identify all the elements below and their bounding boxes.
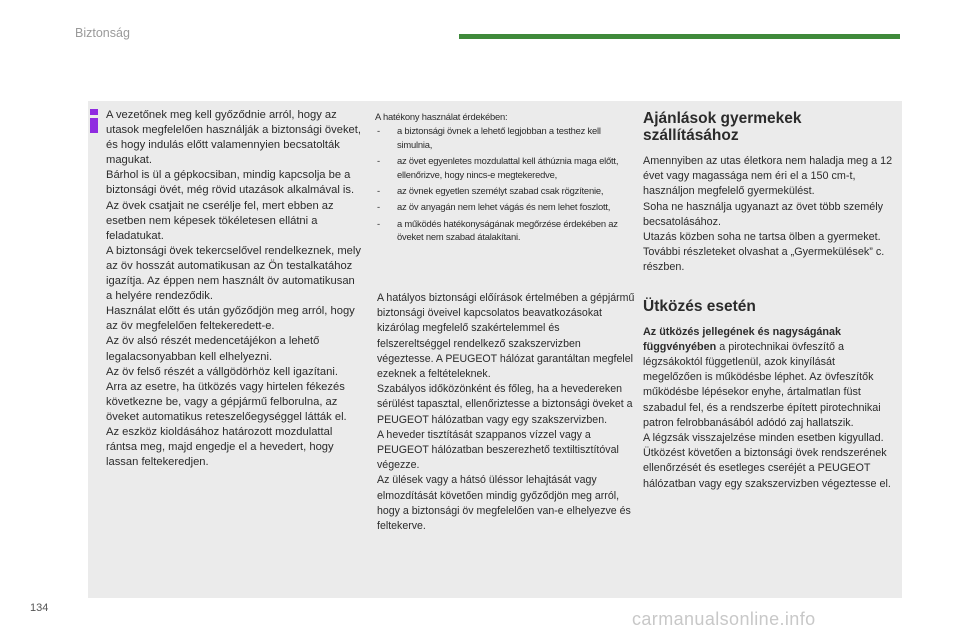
dash-list [375, 124, 633, 243]
info-icon [88, 109, 100, 133]
bold-lead: Az ütközés jellegének és nagyságának függvényében [643, 325, 842, 353]
paragraph: Ütközést követően a biztonsági övek rendszerének ellenőrzését és esetleges cseréjét a PEUGEOT hálózatban vagy egy szakszervizben végeztesse el. [643, 447, 891, 490]
section-title: Biztonság [75, 26, 130, 40]
info-icon-stem [90, 118, 98, 133]
heading-collision: Ütközés esetén [643, 297, 756, 315]
children-and-collision-text [643, 110, 895, 492]
list-item: - az öv anyagán nem lehet vágás és nem lehet foszlott, [375, 200, 633, 213]
paragraph: További részleteket olvashat a „Gyermekülések” c. részben. [643, 246, 885, 274]
collision-section [643, 325, 895, 492]
seatbelt-usage-text [106, 108, 362, 470]
effective-use-list [375, 110, 633, 247]
paragraph-rest: a pirotechnikai övfeszítő a légzsákoktól függetlenül, azok kinyílását megelőzően is működésbe léphet. Az övfeszítők működésbe lépésekor enyhe, ártalmatlan füst szabadul fel, és a rendszerbe épített pirotechnikai patron felrobbanásából adódó zaj hallatszik. [643, 340, 881, 429]
paragraph: A légzsák visszajelzése minden esetben kigyullad. [643, 432, 884, 445]
paragraph: A hatályos biztonsági előírások értelmében a gépjármű biztonsági öveivel kapcsolatos beavatkozásokat kizárólag megfelelő szakértelemmel és felszereltséggel rendelkező szakszervizben végeztesse. A PEUGEOT hálózat garantáltan megfelel ezeknek a feltételeknek. [377, 292, 635, 381]
page-number: 134 [30, 602, 49, 614]
paragraph: Arra az esetre, ha ütközés vagy hirtelen fékezés következne be, vagy a gépjármű felborulna, az öveket automatikus reteszelőegységgel látták el. Az eszköz kioldásához határozott mozdulattal rántsa meg, majd engedje el a hevedert, hogy lassan feltekeredjen. [106, 380, 347, 469]
list-item: - az övet egyenletes mozdulattal kell áthúznia maga előtt, ellenőrizve, hogy nincs-e megtekeredve, [375, 154, 633, 181]
watermark: carmanualsonline.info [632, 609, 816, 629]
paragraph: A biztonsági övek tekercselővel rendelkeznek, mely az öv hosszát automatikusan az Ön testalkatához igazítja. Az éppen nem használt öv automatikusan a helyére rendeződik. [106, 244, 361, 303]
paragraph: Bárhol is ül a gépkocsiban, mindig kapcsolja be a biztonsági övét, még rövid utazások alkalmával is. [106, 169, 355, 197]
paragraph: Amennyiben az utas életkora nem haladja meg a 12 évet vagy magassága nem éri el a 150 cm-t, használjon megfelelő gyermekülést. [643, 155, 893, 198]
paragraph: Az öv felső részét a vállgödörhöz kell igazítani. [106, 365, 338, 378]
paragraph: Az öv alsó részét medencetájékon a lehető legalacsonyabban kell elhelyezni. [106, 335, 320, 363]
paragraph [643, 325, 895, 431]
paragraph: Soha ne használja ugyanazt az övet több személy becsatolásához. [643, 200, 884, 228]
service-notes-text [377, 291, 635, 534]
list-item: - a biztonsági övnek a lehető legjobban a testhez kell simulnia, [375, 124, 633, 151]
info-icon-dot [90, 109, 98, 115]
heading-child-transport: Ajánlások gyermekek szállításához [643, 110, 802, 144]
section-color-bar [459, 34, 900, 39]
paragraph: Az ülések vagy a hátsó üléssor lehajtását vagy elmozdítását követően mindig győződjön meg arról, hogy a biztonsági öv megfelelően van-e elhelyezve és feltekerve. [377, 474, 631, 533]
paragraph: Utazás közben soha ne tartsa ölben a gyermeket. [643, 231, 881, 244]
paragraph: A vezetőnek meg kell győződnie arról, hogy az utasok megfelelően használják a biztonsági öveket, és hogy indulás előtt valamennyien becsatolták magukat. [106, 109, 361, 167]
paragraph: Használat előtt és után győződjön meg arról, hogy az öv megfelelően feltekeredett-e. [106, 305, 355, 333]
list-item: - az övnek egyetlen személyt szabad csak rögzítenie, [375, 184, 633, 197]
list-lead: A hatékony használat érdekében: [375, 111, 508, 122]
paragraph: Szabályos időközönként és főleg, ha a hevedereken sérülést tapasztal, ellenőriztesse a biztonsági öveket a PEUGEOT hálózatban vagy egy szakszervizben. [377, 383, 633, 426]
child-transport-section [643, 154, 895, 276]
paragraph: Az övek csatjait ne cserélje fel, mert ebben az esetben nem képesek tökéletesen ellátni a feladatukat. [106, 199, 334, 242]
list-item: - a működés hatékonyságának megőrzése érdekében az öveket nem szabad átalakítani. [375, 217, 633, 244]
paragraph: A heveder tisztítását szappanos vízzel vagy a PEUGEOT hálózatban beszerezhető textiltisztítóval végezze. [377, 428, 619, 472]
